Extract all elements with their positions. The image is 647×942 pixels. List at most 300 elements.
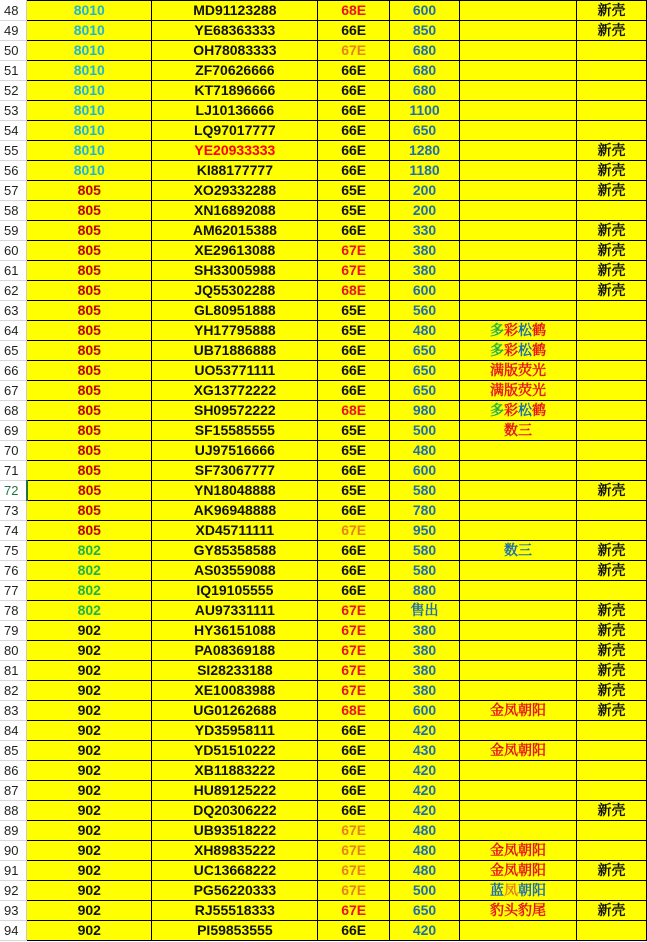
prefix-cell[interactable]: 8010 — [27, 101, 152, 121]
prefix-cell[interactable]: 805 — [27, 181, 152, 201]
note-cell[interactable] — [460, 261, 577, 281]
serial-cell[interactable]: YH17795888 — [152, 321, 318, 341]
price-cell[interactable]: 380 — [389, 241, 459, 261]
table-row[interactable] — [0, 481, 647, 501]
table-row[interactable] — [0, 741, 647, 761]
type-cell[interactable]: 67E — [318, 261, 390, 281]
price-cell[interactable]: 480 — [389, 841, 459, 861]
serial-cell[interactable]: PA08369188 — [152, 641, 318, 661]
row-header[interactable]: 53 — [0, 101, 27, 121]
table-row[interactable] — [0, 441, 647, 461]
table-row[interactable] — [0, 61, 647, 81]
row-header[interactable]: 59 — [0, 221, 27, 241]
shell-cell[interactable] — [577, 121, 647, 141]
table-row[interactable] — [0, 901, 647, 921]
shell-cell[interactable] — [577, 741, 647, 761]
type-cell[interactable]: 66E — [318, 221, 390, 241]
prefix-cell[interactable]: 805 — [27, 421, 152, 441]
shell-cell[interactable] — [577, 461, 647, 481]
prefix-cell[interactable]: 902 — [27, 841, 152, 861]
shell-cell[interactable] — [577, 781, 647, 801]
serial-cell[interactable]: YD35958111 — [152, 721, 318, 741]
type-cell[interactable]: 66E — [318, 801, 390, 821]
price-cell[interactable]: 950 — [389, 521, 459, 541]
price-cell[interactable]: 380 — [389, 681, 459, 701]
prefix-cell[interactable]: 805 — [27, 241, 152, 261]
serial-cell[interactable]: UJ97516666 — [152, 441, 318, 461]
serial-cell[interactable]: UB71886888 — [152, 341, 318, 361]
price-cell[interactable]: 680 — [389, 81, 459, 101]
table-row[interactable] — [0, 881, 647, 901]
type-cell[interactable]: 65E — [318, 321, 390, 341]
row-header[interactable]: 71 — [0, 461, 27, 481]
prefix-cell[interactable]: 902 — [27, 781, 152, 801]
serial-cell[interactable]: XD45711111 — [152, 521, 318, 541]
prefix-cell[interactable]: 902 — [27, 701, 152, 721]
row-header[interactable]: 94 — [0, 921, 27, 941]
prefix-cell[interactable]: 805 — [27, 341, 152, 361]
shell-cell[interactable]: 新壳 — [577, 641, 647, 661]
price-cell[interactable]: 售出 — [389, 601, 459, 621]
note-cell[interactable] — [460, 381, 577, 401]
serial-cell[interactable]: XH89835222 — [152, 841, 318, 861]
shell-cell[interactable]: 新壳 — [577, 21, 647, 41]
type-cell[interactable]: 66E — [318, 141, 390, 161]
price-cell[interactable]: 600 — [389, 461, 459, 481]
price-cell[interactable]: 420 — [389, 921, 459, 941]
table-row[interactable] — [0, 461, 647, 481]
price-cell[interactable]: 200 — [389, 181, 459, 201]
row-header[interactable]: 61 — [0, 261, 27, 281]
note-cell[interactable] — [460, 121, 577, 141]
shell-cell[interactable]: 新壳 — [577, 621, 647, 641]
shell-cell[interactable] — [577, 61, 647, 81]
shell-cell[interactable]: 新壳 — [577, 861, 647, 881]
prefix-cell[interactable]: 805 — [27, 221, 152, 241]
row-header[interactable]: 66 — [0, 361, 27, 381]
serial-cell[interactable]: XE10083988 — [152, 681, 318, 701]
prefix-cell[interactable]: 902 — [27, 661, 152, 681]
serial-cell[interactable]: YE20933333 — [152, 141, 318, 161]
price-cell[interactable]: 430 — [389, 741, 459, 761]
note-cell[interactable] — [460, 41, 577, 61]
prefix-cell[interactable]: 802 — [27, 581, 152, 601]
row-header[interactable]: 60 — [0, 241, 27, 261]
table-row[interactable] — [0, 21, 647, 41]
table-row[interactable] — [0, 581, 647, 601]
price-cell[interactable]: 420 — [389, 781, 459, 801]
note-cell[interactable] — [460, 1, 577, 21]
type-cell[interactable]: 66E — [318, 81, 390, 101]
type-cell[interactable]: 66E — [318, 781, 390, 801]
type-cell[interactable]: 65E — [318, 481, 390, 501]
prefix-cell[interactable]: 8010 — [27, 21, 152, 41]
row-header[interactable]: 86 — [0, 761, 27, 781]
serial-cell[interactable]: SI28233188 — [152, 661, 318, 681]
table-row[interactable] — [0, 521, 647, 541]
price-cell[interactable]: 420 — [389, 761, 459, 781]
shell-cell[interactable] — [577, 501, 647, 521]
price-cell[interactable]: 200 — [389, 201, 459, 221]
serial-cell[interactable]: LQ97017777 — [152, 121, 318, 141]
note-cell[interactable] — [460, 541, 577, 561]
price-cell[interactable]: 500 — [389, 421, 459, 441]
note-cell[interactable] — [460, 901, 577, 921]
table-row[interactable] — [0, 261, 647, 281]
row-header[interactable]: 77 — [0, 581, 27, 601]
note-cell[interactable] — [460, 221, 577, 241]
type-cell[interactable]: 66E — [318, 761, 390, 781]
price-cell[interactable]: 1180 — [389, 161, 459, 181]
type-cell[interactable]: 67E — [318, 621, 390, 641]
note-cell[interactable] — [460, 861, 577, 881]
note-cell[interactable] — [460, 681, 577, 701]
table-row[interactable] — [0, 341, 647, 361]
prefix-cell[interactable]: 805 — [27, 321, 152, 341]
row-header[interactable]: 75 — [0, 541, 27, 561]
shell-cell[interactable]: 新壳 — [577, 481, 647, 501]
serial-cell[interactable]: ZF70626666 — [152, 61, 318, 81]
row-header[interactable]: 89 — [0, 821, 27, 841]
serial-cell[interactable]: XG13772222 — [152, 381, 318, 401]
shell-cell[interactable]: 新壳 — [577, 141, 647, 161]
row-header[interactable]: 62 — [0, 281, 27, 301]
serial-cell[interactable]: GY85358588 — [152, 541, 318, 561]
note-cell[interactable] — [460, 81, 577, 101]
shell-cell[interactable]: 新壳 — [577, 161, 647, 181]
serial-cell[interactable]: AK96948888 — [152, 501, 318, 521]
serial-cell[interactable]: DQ20306222 — [152, 801, 318, 821]
serial-cell[interactable]: AU97331111 — [152, 601, 318, 621]
row-header[interactable]: 85 — [0, 741, 27, 761]
prefix-cell[interactable]: 902 — [27, 621, 152, 641]
serial-cell[interactable]: PG56220333 — [152, 881, 318, 901]
serial-cell[interactable]: AM62015388 — [152, 221, 318, 241]
price-cell[interactable]: 580 — [389, 541, 459, 561]
serial-cell[interactable]: SF15585555 — [152, 421, 318, 441]
shell-cell[interactable] — [577, 401, 647, 421]
serial-cell[interactable]: YD51510222 — [152, 741, 318, 761]
prefix-cell[interactable]: 805 — [27, 521, 152, 541]
prefix-cell[interactable]: 802 — [27, 601, 152, 621]
prefix-cell[interactable]: 805 — [27, 201, 152, 221]
row-header[interactable]: 48 — [0, 1, 27, 21]
table-row[interactable] — [0, 141, 647, 161]
serial-cell[interactable]: JQ55302288 — [152, 281, 318, 301]
shell-cell[interactable]: 新壳 — [577, 261, 647, 281]
note-cell[interactable] — [460, 721, 577, 741]
row-header[interactable]: 52 — [0, 81, 27, 101]
table-row[interactable] — [0, 121, 647, 141]
shell-cell[interactable] — [577, 441, 647, 461]
type-cell[interactable]: 66E — [318, 501, 390, 521]
row-header[interactable]: 90 — [0, 841, 27, 861]
shell-cell[interactable] — [577, 321, 647, 341]
note-cell[interactable] — [460, 621, 577, 641]
note-cell[interactable] — [460, 641, 577, 661]
prefix-cell[interactable]: 902 — [27, 881, 152, 901]
serial-cell[interactable]: XB11883222 — [152, 761, 318, 781]
prefix-cell[interactable]: 8010 — [27, 81, 152, 101]
table-row[interactable] — [0, 301, 647, 321]
shell-cell[interactable]: 新壳 — [577, 281, 647, 301]
note-cell[interactable] — [460, 101, 577, 121]
price-cell[interactable]: 1100 — [389, 101, 459, 121]
row-header[interactable]: 91 — [0, 861, 27, 881]
table-row[interactable] — [0, 661, 647, 681]
note-cell[interactable] — [460, 601, 577, 621]
shell-cell[interactable] — [577, 521, 647, 541]
note-cell[interactable] — [460, 201, 577, 221]
table-row[interactable] — [0, 41, 647, 61]
shell-cell[interactable]: 新壳 — [577, 681, 647, 701]
note-cell[interactable] — [460, 161, 577, 181]
shell-cell[interactable]: 新壳 — [577, 801, 647, 821]
price-cell[interactable]: 480 — [389, 861, 459, 881]
shell-cell[interactable] — [577, 721, 647, 741]
price-cell[interactable]: 880 — [389, 581, 459, 601]
shell-cell[interactable] — [577, 81, 647, 101]
row-header[interactable]: 92 — [0, 881, 27, 901]
row-header[interactable]: 79 — [0, 621, 27, 641]
table-row[interactable] — [0, 401, 647, 421]
row-header[interactable]: 65 — [0, 341, 27, 361]
shell-cell[interactable]: 新壳 — [577, 701, 647, 721]
serial-cell[interactable]: MD91123288 — [152, 1, 318, 21]
type-cell[interactable]: 65E — [318, 301, 390, 321]
serial-cell[interactable]: XO29332288 — [152, 181, 318, 201]
serial-cell[interactable]: SH09572222 — [152, 401, 318, 421]
row-header[interactable]: 64 — [0, 321, 27, 341]
price-cell[interactable]: 600 — [389, 701, 459, 721]
type-cell[interactable]: 67E — [318, 861, 390, 881]
type-cell[interactable]: 66E — [318, 581, 390, 601]
type-cell[interactable]: 68E — [318, 701, 390, 721]
price-cell[interactable]: 650 — [389, 361, 459, 381]
type-cell[interactable]: 66E — [318, 721, 390, 741]
price-cell[interactable]: 650 — [389, 341, 459, 361]
prefix-cell[interactable]: 8010 — [27, 1, 152, 21]
type-cell[interactable]: 66E — [318, 361, 390, 381]
note-cell[interactable] — [460, 21, 577, 41]
price-cell[interactable]: 380 — [389, 641, 459, 661]
prefix-cell[interactable]: 805 — [27, 281, 152, 301]
serial-cell[interactable]: YE68363333 — [152, 21, 318, 41]
serial-cell[interactable]: UO53771111 — [152, 361, 318, 381]
type-cell[interactable]: 66E — [318, 101, 390, 121]
note-cell[interactable] — [460, 181, 577, 201]
type-cell[interactable]: 66E — [318, 341, 390, 361]
row-header[interactable]: 57 — [0, 181, 27, 201]
prefix-cell[interactable]: 902 — [27, 821, 152, 841]
shell-cell[interactable] — [577, 821, 647, 841]
type-cell[interactable]: 66E — [318, 121, 390, 141]
shell-cell[interactable]: 新壳 — [577, 541, 647, 561]
shell-cell[interactable] — [577, 381, 647, 401]
row-header[interactable]: 88 — [0, 801, 27, 821]
serial-cell[interactable]: HU89125222 — [152, 781, 318, 801]
shell-cell[interactable]: 新壳 — [577, 601, 647, 621]
row-header[interactable]: 67 — [0, 381, 27, 401]
row-header[interactable]: 76 — [0, 561, 27, 581]
shell-cell[interactable] — [577, 921, 647, 941]
shell-cell[interactable] — [577, 341, 647, 361]
shell-cell[interactable]: 新壳 — [577, 241, 647, 261]
serial-cell[interactable]: LJ10136666 — [152, 101, 318, 121]
row-header[interactable]: 56 — [0, 161, 27, 181]
table-row[interactable] — [0, 841, 647, 861]
table-row[interactable] — [0, 101, 647, 121]
serial-cell[interactable]: UG01262688 — [152, 701, 318, 721]
serial-cell[interactable]: OH78083333 — [152, 41, 318, 61]
note-cell[interactable] — [460, 581, 577, 601]
row-header[interactable]: 93 — [0, 901, 27, 921]
table-row[interactable] — [0, 161, 647, 181]
note-cell[interactable] — [460, 781, 577, 801]
type-cell[interactable]: 67E — [318, 881, 390, 901]
type-cell[interactable]: 68E — [318, 401, 390, 421]
table-row[interactable] — [0, 421, 647, 441]
type-cell[interactable]: 66E — [318, 541, 390, 561]
row-header[interactable]: 74 — [0, 521, 27, 541]
shell-cell[interactable]: 新壳 — [577, 1, 647, 21]
price-cell[interactable]: 480 — [389, 321, 459, 341]
row-header[interactable]: 72 — [0, 481, 27, 501]
row-header[interactable]: 51 — [0, 61, 27, 81]
note-cell[interactable] — [460, 141, 577, 161]
prefix-cell[interactable]: 902 — [27, 681, 152, 701]
price-cell[interactable]: 580 — [389, 561, 459, 581]
note-cell[interactable] — [460, 841, 577, 861]
row-header[interactable]: 84 — [0, 721, 27, 741]
serial-cell[interactable]: IQ19105555 — [152, 581, 318, 601]
type-cell[interactable]: 66E — [318, 561, 390, 581]
table-row[interactable] — [0, 781, 647, 801]
table-row[interactable] — [0, 361, 647, 381]
prefix-cell[interactable]: 805 — [27, 301, 152, 321]
row-header[interactable]: 78 — [0, 601, 27, 621]
price-cell[interactable]: 600 — [389, 281, 459, 301]
prefix-cell[interactable]: 805 — [27, 501, 152, 521]
type-cell[interactable]: 65E — [318, 421, 390, 441]
serial-cell[interactable]: KT71896666 — [152, 81, 318, 101]
note-cell[interactable] — [460, 421, 577, 441]
note-cell[interactable] — [460, 481, 577, 501]
serial-cell[interactable]: YN18048888 — [152, 481, 318, 501]
serial-cell[interactable]: UC13668222 — [152, 861, 318, 881]
shell-cell[interactable]: 新壳 — [577, 661, 647, 681]
type-cell[interactable]: 66E — [318, 381, 390, 401]
shell-cell[interactable] — [577, 841, 647, 861]
prefix-cell[interactable]: 805 — [27, 361, 152, 381]
type-cell[interactable]: 66E — [318, 741, 390, 761]
table-row[interactable] — [0, 821, 647, 841]
price-cell[interactable]: 1280 — [389, 141, 459, 161]
price-cell[interactable]: 850 — [389, 21, 459, 41]
table-row[interactable] — [0, 541, 647, 561]
type-cell[interactable]: 66E — [318, 161, 390, 181]
table-row[interactable] — [0, 721, 647, 741]
prefix-cell[interactable]: 8010 — [27, 41, 152, 61]
prefix-cell[interactable]: 902 — [27, 901, 152, 921]
prefix-cell[interactable]: 802 — [27, 541, 152, 561]
serial-cell[interactable]: KI88177777 — [152, 161, 318, 181]
type-cell[interactable]: 67E — [318, 521, 390, 541]
note-cell[interactable] — [460, 701, 577, 721]
prefix-cell[interactable]: 902 — [27, 921, 152, 941]
table-row[interactable] — [0, 281, 647, 301]
note-cell[interactable] — [460, 501, 577, 521]
shell-cell[interactable]: 新壳 — [577, 561, 647, 581]
prefix-cell[interactable]: 805 — [27, 481, 152, 501]
note-cell[interactable] — [460, 321, 577, 341]
shell-cell[interactable] — [577, 421, 647, 441]
prefix-cell[interactable]: 902 — [27, 761, 152, 781]
note-cell[interactable] — [460, 661, 577, 681]
price-cell[interactable]: 500 — [389, 881, 459, 901]
serial-cell[interactable]: UB93518222 — [152, 821, 318, 841]
table-row[interactable] — [0, 241, 647, 261]
table-row[interactable] — [0, 201, 647, 221]
price-cell[interactable]: 980 — [389, 401, 459, 421]
note-cell[interactable] — [460, 821, 577, 841]
serial-cell[interactable]: HY36151088 — [152, 621, 318, 641]
price-cell[interactable]: 680 — [389, 41, 459, 61]
type-cell[interactable]: 68E — [318, 281, 390, 301]
serial-cell[interactable]: GL80951888 — [152, 301, 318, 321]
note-cell[interactable] — [460, 441, 577, 461]
prefix-cell[interactable]: 8010 — [27, 121, 152, 141]
table-row[interactable] — [0, 181, 647, 201]
note-cell[interactable] — [460, 761, 577, 781]
shell-cell[interactable]: 新壳 — [577, 901, 647, 921]
row-header[interactable]: 55 — [0, 141, 27, 161]
type-cell[interactable]: 67E — [318, 241, 390, 261]
type-cell[interactable]: 65E — [318, 181, 390, 201]
note-cell[interactable] — [460, 301, 577, 321]
prefix-cell[interactable]: 902 — [27, 861, 152, 881]
prefix-cell[interactable]: 8010 — [27, 61, 152, 81]
prefix-cell[interactable]: 805 — [27, 461, 152, 481]
price-cell[interactable]: 380 — [389, 621, 459, 641]
type-cell[interactable]: 67E — [318, 841, 390, 861]
note-cell[interactable] — [460, 401, 577, 421]
row-header[interactable]: 70 — [0, 441, 27, 461]
note-cell[interactable] — [460, 921, 577, 941]
prefix-cell[interactable]: 805 — [27, 441, 152, 461]
prefix-cell[interactable]: 902 — [27, 801, 152, 821]
shell-cell[interactable] — [577, 301, 647, 321]
row-header[interactable]: 68 — [0, 401, 27, 421]
note-cell[interactable] — [460, 341, 577, 361]
serial-cell[interactable]: PI59853555 — [152, 921, 318, 941]
note-cell[interactable] — [460, 561, 577, 581]
row-header[interactable]: 69 — [0, 421, 27, 441]
price-cell[interactable]: 600 — [389, 1, 459, 21]
table-row[interactable] — [0, 801, 647, 821]
table-row[interactable] — [0, 921, 647, 941]
row-header[interactable]: 81 — [0, 661, 27, 681]
price-cell[interactable]: 330 — [389, 221, 459, 241]
row-header[interactable]: 73 — [0, 501, 27, 521]
note-cell[interactable] — [460, 881, 577, 901]
row-header[interactable]: 83 — [0, 701, 27, 721]
price-cell[interactable]: 650 — [389, 121, 459, 141]
note-cell[interactable] — [460, 741, 577, 761]
serial-cell[interactable]: XN16892088 — [152, 201, 318, 221]
price-cell[interactable]: 650 — [389, 381, 459, 401]
row-header[interactable]: 50 — [0, 41, 27, 61]
